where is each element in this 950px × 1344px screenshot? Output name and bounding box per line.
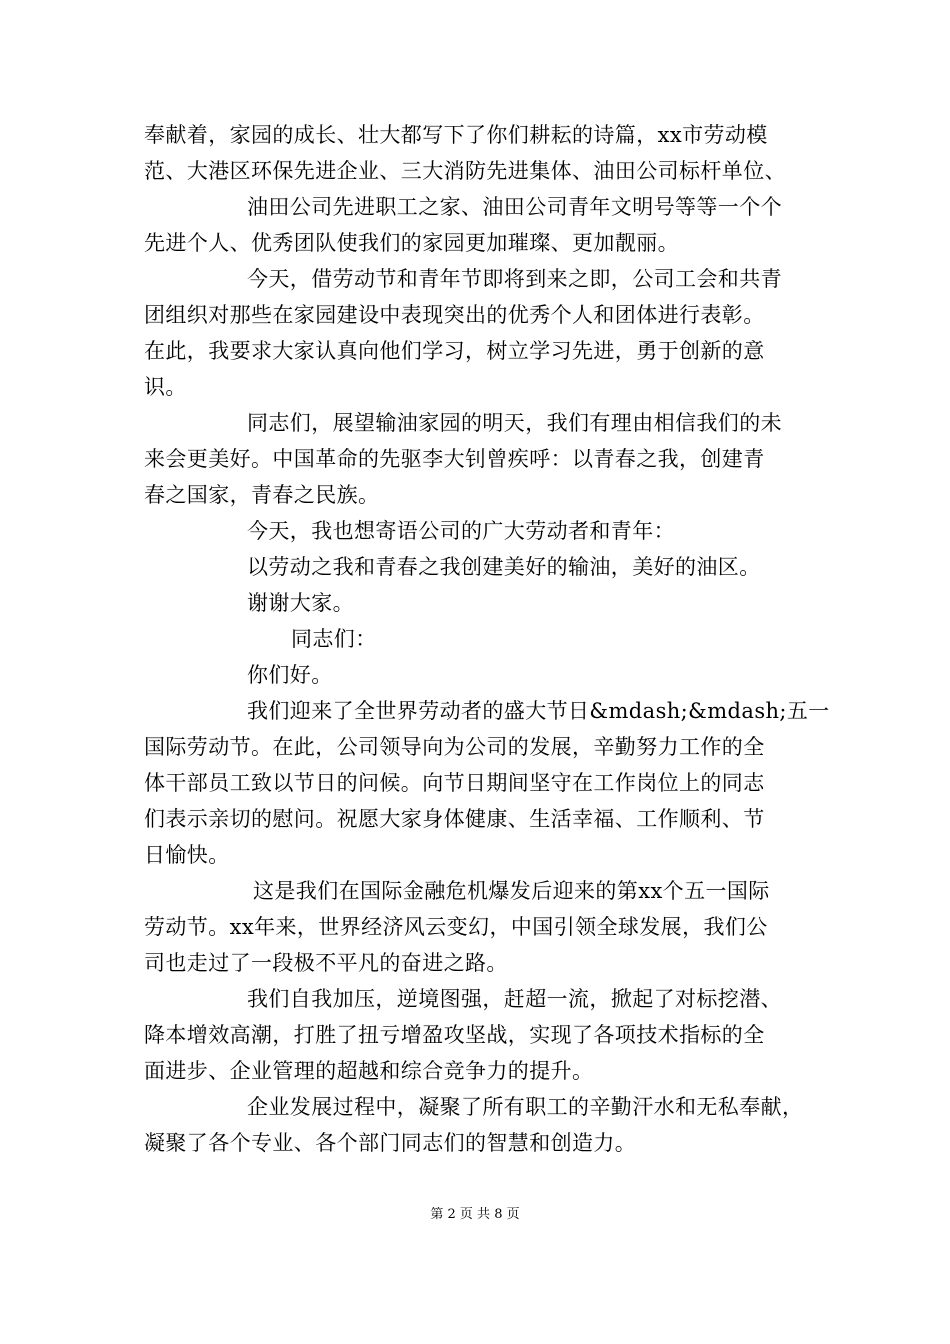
text-line: 司也走过了一段极不平凡的奋进之路。 — [144, 951, 508, 975]
body-text — [144, 117, 830, 1161]
text-line: 你们好。 — [247, 663, 333, 687]
page-number: 第 2 页 共 8 页 — [430, 1207, 520, 1222]
text-line: 油田公司先进职工之家、油田公司青年文明号等等一个个 — [247, 195, 782, 219]
text-line: 劳动节。xx年来，世界经济风云变幻，中国引领全球发展，我们公 — [144, 915, 768, 939]
text-line: 识。 — [144, 375, 187, 399]
text-line: 今天，借劳动节和青年节即将到来之即，公司工会和共青 — [247, 267, 782, 291]
text-line: 我们自我加压，逆境图强，赶超一流，掀起了对标挖潜、 — [247, 987, 782, 1011]
text-line: 面进步、企业管理的超越和综合竞争力的提升。 — [144, 1059, 594, 1083]
text-line: 同志们，展望输油家园的明天，我们有理由相信我们的未 — [247, 411, 782, 435]
text-line: 同志们： — [291, 627, 377, 651]
text-line: 先进个人、优秀团队使我们的家园更加璀璨、更加靓丽。 — [144, 231, 679, 255]
text-line: 今天，我也想寄语公司的广大劳动者和青年： — [247, 519, 675, 543]
text-line: 日愉快。 — [144, 843, 230, 867]
text-line: 凝聚了各个专业、各个部门同志们的智慧和创造力。 — [144, 1131, 637, 1155]
text-line: 这是我们在国际金融危机爆发后迎来的第xx个五一国际 — [253, 879, 770, 903]
text-line: 范、大港区环保先进企业、三大消防先进集体、油田公司标杆单位、 — [144, 159, 786, 183]
text-line: 团组织对那些在家园建设中表现突出的优秀个人和团体进行表彰。 — [144, 303, 765, 327]
text-line: 以劳动之我和青春之我创建美好的输油，美好的油区。 — [247, 555, 761, 579]
text-line: 们表示亲切的慰问。祝愿大家身体健康、生活幸福、工作顺利、节 — [144, 807, 765, 831]
text-line: 国际劳动节。在此，公司领导向为公司的发展，辛勤努力工作的全 — [144, 735, 765, 759]
text-line: 我们迎来了全世界劳动者的盛大节日&mdash;&mdash;五一 — [247, 699, 830, 723]
text-line: 奉献着，家园的成长、壮大都写下了你们耕耘的诗篇，xx市劳动模 — [144, 123, 768, 147]
page-footer — [0, 1207, 950, 1223]
text-line: 来会更美好。中国革命的先驱李大钊曾疾呼：以青春之我，创建青 — [144, 447, 765, 471]
text-line: 企业发展过程中，凝聚了所有职工的辛勤汗水和无私奉献， — [247, 1095, 804, 1119]
text-line: 春之国家，青春之民族。 — [144, 483, 380, 507]
text-line: 体干部员工致以节日的问候。向节日期间坚守在工作岗位上的同志 — [144, 771, 765, 795]
text-line: 在此，我要求大家认真向他们学习，树立学习先进，勇于创新的意 — [144, 339, 765, 363]
text-line: 降本增效高潮，打胜了扭亏增盈攻坚战，实现了各项技术指标的全 — [144, 1023, 765, 1047]
text-line: 谢谢大家。 — [247, 591, 354, 615]
